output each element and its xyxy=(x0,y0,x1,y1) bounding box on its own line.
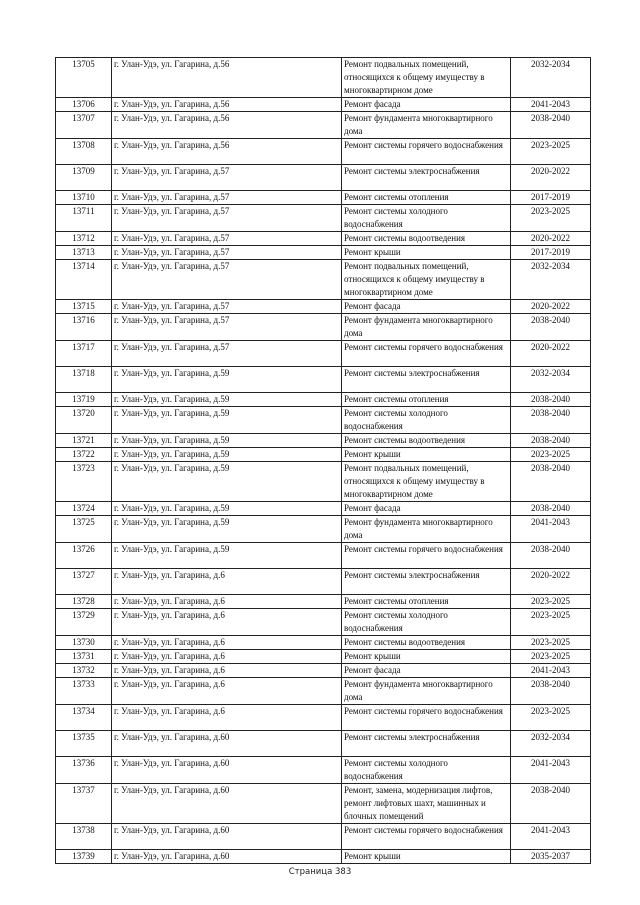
period-cell: 2023-2025 xyxy=(511,609,591,636)
work-type-cell: Ремонт крыши xyxy=(342,246,511,260)
table-row xyxy=(56,300,591,314)
work-type-cell: Ремонт фасада xyxy=(342,98,511,112)
work-type-cell: Ремонт системы холодного водоснабжения xyxy=(342,757,511,784)
period-cell: 2032-2034 xyxy=(511,58,591,98)
period-cell: 2038-2040 xyxy=(511,112,591,139)
period-cell: 2023-2025 xyxy=(511,650,591,664)
row-number-cell: 13717 xyxy=(56,341,112,367)
address-cell: г. Улан-Удэ, ул. Гагарина, д.6 xyxy=(112,678,342,705)
period-cell: 2023-2025 xyxy=(511,205,591,232)
address-cell: г. Улан-Удэ, ул. Гагарина, д.57 xyxy=(112,260,342,300)
row-number-cell: 13714 xyxy=(56,260,112,300)
address-cell: г. Улан-Удэ, ул. Гагарина, д.57 xyxy=(112,300,342,314)
page-number: Страница 383 xyxy=(288,867,352,877)
address-cell: г. Улан-Удэ, ул. Гагарина, д.59 xyxy=(112,393,342,407)
table-row xyxy=(56,367,591,393)
address-cell: г. Улан-Удэ, ул. Гагарина, д.56 xyxy=(112,58,342,98)
period-cell: 2032-2034 xyxy=(511,367,591,393)
table-row xyxy=(56,260,591,300)
table-row xyxy=(56,757,591,784)
table-row xyxy=(56,314,591,341)
row-number-cell: 13720 xyxy=(56,407,112,434)
row-number-cell: 13735 xyxy=(56,731,112,757)
table-row xyxy=(56,139,591,165)
address-cell: г. Улан-Удэ, ул. Гагарина, д.6 xyxy=(112,664,342,678)
row-number-cell: 13738 xyxy=(56,824,112,850)
work-type-cell: Ремонт фундамента многоквартирного дома xyxy=(342,314,511,341)
table-row xyxy=(56,502,591,516)
address-cell: г. Улан-Удэ, ул. Гагарина, д.56 xyxy=(112,112,342,139)
period-cell: 2023-2025 xyxy=(511,636,591,650)
row-number-cell: 13708 xyxy=(56,139,112,165)
row-number-cell: 13705 xyxy=(56,58,112,98)
address-cell: г. Улан-Удэ, ул. Гагарина, д.6 xyxy=(112,569,342,595)
work-type-cell: Ремонт подвальных помещений, относящихся к общему имуществу в многоквартирном доме xyxy=(342,462,511,502)
period-cell: 2017-2019 xyxy=(511,191,591,205)
address-cell: г. Улан-Удэ, ул. Гагарина, д.59 xyxy=(112,367,342,393)
address-cell: г. Улан-Удэ, ул. Гагарина, д.56 xyxy=(112,139,342,165)
table-row xyxy=(56,636,591,650)
table-row xyxy=(56,650,591,664)
table-row xyxy=(56,112,591,139)
table-row xyxy=(56,516,591,543)
address-cell: г. Улан-Удэ, ул. Гагарина, д.57 xyxy=(112,165,342,191)
row-number-cell: 13731 xyxy=(56,650,112,664)
table-row xyxy=(56,393,591,407)
period-cell: 2035-2037 xyxy=(511,850,591,864)
work-type-cell: Ремонт фундамента многоквартирного дома xyxy=(342,112,511,139)
work-type-cell: Ремонт системы водоотведения xyxy=(342,434,511,448)
address-cell: г. Улан-Удэ, ул. Гагарина, д.57 xyxy=(112,314,342,341)
address-cell: г. Улан-Удэ, ул. Гагарина, д.60 xyxy=(112,731,342,757)
table-row xyxy=(56,850,591,864)
address-cell: г. Улан-Удэ, ул. Гагарина, д.56 xyxy=(112,98,342,112)
row-number-cell: 13725 xyxy=(56,516,112,543)
period-cell: 2032-2034 xyxy=(511,260,591,300)
address-cell: г. Улан-Удэ, ул. Гагарина, д.6 xyxy=(112,705,342,731)
row-number-cell: 13709 xyxy=(56,165,112,191)
work-type-cell: Ремонт системы горячего водоснабжения xyxy=(342,139,511,165)
table-row xyxy=(56,434,591,448)
work-type-cell: Ремонт, замена, модернизация лифтов, ремонт лифтовых шахт, машинных и блочных помещений xyxy=(342,784,511,824)
row-number-cell: 13736 xyxy=(56,757,112,784)
work-type-cell: Ремонт системы горячего водоснабжения xyxy=(342,543,511,569)
table-row xyxy=(56,462,591,502)
table-row xyxy=(56,205,591,232)
table-row xyxy=(56,824,591,850)
work-type-cell: Ремонт фундамента многоквартирного дома xyxy=(342,678,511,705)
row-number-cell: 13728 xyxy=(56,595,112,609)
period-cell: 2020-2022 xyxy=(511,341,591,367)
address-cell: г. Улан-Удэ, ул. Гагарина, д.60 xyxy=(112,784,342,824)
address-cell: г. Улан-Удэ, ул. Гагарина, д.57 xyxy=(112,205,342,232)
table-row xyxy=(56,609,591,636)
table-row xyxy=(56,58,591,98)
address-cell: г. Улан-Удэ, ул. Гагарина, д.6 xyxy=(112,636,342,650)
work-type-cell: Ремонт системы холодного водоснабжения xyxy=(342,609,511,636)
period-cell: 2023-2025 xyxy=(511,595,591,609)
work-type-cell: Ремонт подвальных помещений, относящихся к общему имуществу в многоквартирном доме xyxy=(342,58,511,98)
row-number-cell: 13722 xyxy=(56,448,112,462)
address-cell: г. Улан-Удэ, ул. Гагарина, д.59 xyxy=(112,502,342,516)
address-cell: г. Улан-Удэ, ул. Гагарина, д.60 xyxy=(112,850,342,864)
address-cell: г. Улан-Удэ, ул. Гагарина, д.60 xyxy=(112,757,342,784)
row-number-cell: 13734 xyxy=(56,705,112,731)
work-type-cell: Ремонт системы отопления xyxy=(342,595,511,609)
work-type-cell: Ремонт системы электроснабжения xyxy=(342,165,511,191)
period-cell: 2020-2022 xyxy=(511,165,591,191)
row-number-cell: 13739 xyxy=(56,850,112,864)
row-number-cell: 13719 xyxy=(56,393,112,407)
address-cell: г. Улан-Удэ, ул. Гагарина, д.6 xyxy=(112,650,342,664)
row-number-cell: 13710 xyxy=(56,191,112,205)
period-cell: 2041-2043 xyxy=(511,516,591,543)
period-cell: 2020-2022 xyxy=(511,569,591,595)
table-row xyxy=(56,705,591,731)
period-cell: 2038-2040 xyxy=(511,678,591,705)
work-type-cell: Ремонт фасада xyxy=(342,502,511,516)
work-type-cell: Ремонт системы отопления xyxy=(342,191,511,205)
row-number-cell: 13733 xyxy=(56,678,112,705)
period-cell: 2020-2022 xyxy=(511,300,591,314)
row-number-cell: 13721 xyxy=(56,434,112,448)
row-number-cell: 13729 xyxy=(56,609,112,636)
address-cell: г. Улан-Удэ, ул. Гагарина, д.59 xyxy=(112,516,342,543)
row-number-cell: 13737 xyxy=(56,784,112,824)
table-row xyxy=(56,731,591,757)
address-cell: г. Улан-Удэ, ул. Гагарина, д.57 xyxy=(112,232,342,246)
period-cell: 2032-2034 xyxy=(511,731,591,757)
address-cell: г. Улан-Удэ, ул. Гагарина, д.57 xyxy=(112,341,342,367)
period-cell: 2038-2040 xyxy=(511,502,591,516)
work-type-cell: Ремонт крыши xyxy=(342,448,511,462)
address-cell: г. Улан-Удэ, ул. Гагарина, д.6 xyxy=(112,595,342,609)
row-number-cell: 13712 xyxy=(56,232,112,246)
address-cell: г. Улан-Удэ, ул. Гагарина, д.59 xyxy=(112,448,342,462)
period-cell: 2038-2040 xyxy=(511,434,591,448)
period-cell: 2023-2025 xyxy=(511,448,591,462)
period-cell: 2038-2040 xyxy=(511,543,591,569)
row-number-cell: 13718 xyxy=(56,367,112,393)
address-cell: г. Улан-Удэ, ул. Гагарина, д.57 xyxy=(112,246,342,260)
work-type-cell: Ремонт подвальных помещений, относящихся к общему имуществу в многоквартирном доме xyxy=(342,260,511,300)
row-number-cell: 13716 xyxy=(56,314,112,341)
table-row xyxy=(56,98,591,112)
address-cell: г. Улан-Удэ, ул. Гагарина, д.6 xyxy=(112,609,342,636)
row-number-cell: 13730 xyxy=(56,636,112,650)
address-cell: г. Улан-Удэ, ул. Гагарина, д.59 xyxy=(112,462,342,502)
row-number-cell: 13715 xyxy=(56,300,112,314)
row-number-cell: 13723 xyxy=(56,462,112,502)
work-type-cell: Ремонт системы холодного водоснабжения xyxy=(342,407,511,434)
period-cell: 2023-2025 xyxy=(511,139,591,165)
work-type-cell: Ремонт системы отопления xyxy=(342,393,511,407)
table-row xyxy=(56,664,591,678)
table-row xyxy=(56,232,591,246)
work-type-cell: Ремонт системы горячего водоснабжения xyxy=(342,341,511,367)
work-type-cell: Ремонт системы горячего водоснабжения xyxy=(342,705,511,731)
work-type-cell: Ремонт системы водоотведения xyxy=(342,636,511,650)
period-cell: 2041-2043 xyxy=(511,98,591,112)
period-cell: 2038-2040 xyxy=(511,407,591,434)
repair-schedule-table xyxy=(55,57,591,864)
table-row xyxy=(56,407,591,434)
work-type-cell: Ремонт системы электроснабжения xyxy=(342,367,511,393)
work-type-cell: Ремонт крыши xyxy=(342,650,511,664)
row-number-cell: 13711 xyxy=(56,205,112,232)
period-cell: 2038-2040 xyxy=(511,784,591,824)
table-row xyxy=(56,595,591,609)
address-cell: г. Улан-Удэ, ул. Гагарина, д.59 xyxy=(112,407,342,434)
row-number-cell: 13706 xyxy=(56,98,112,112)
table-row xyxy=(56,191,591,205)
row-number-cell: 13724 xyxy=(56,502,112,516)
work-type-cell: Ремонт системы водоотведения xyxy=(342,232,511,246)
work-type-cell: Ремонт фасада xyxy=(342,664,511,678)
work-type-cell: Ремонт системы электроснабжения xyxy=(342,731,511,757)
row-number-cell: 13726 xyxy=(56,543,112,569)
period-cell: 2041-2043 xyxy=(511,664,591,678)
repair-schedule-body xyxy=(56,58,591,864)
work-type-cell: Ремонт фасада xyxy=(342,300,511,314)
work-type-cell: Ремонт крыши xyxy=(342,850,511,864)
work-type-cell: Ремонт системы холодного водоснабжения xyxy=(342,205,511,232)
address-cell: г. Улан-Удэ, ул. Гагарина, д.59 xyxy=(112,434,342,448)
row-number-cell: 13732 xyxy=(56,664,112,678)
table-row xyxy=(56,246,591,260)
row-number-cell: 13707 xyxy=(56,112,112,139)
row-number-cell: 13727 xyxy=(56,569,112,595)
period-cell: 2038-2040 xyxy=(511,314,591,341)
row-number-cell: 13713 xyxy=(56,246,112,260)
period-cell: 2041-2043 xyxy=(511,757,591,784)
table-row xyxy=(56,784,591,824)
table-row xyxy=(56,678,591,705)
period-cell: 2038-2040 xyxy=(511,462,591,502)
table-row xyxy=(56,543,591,569)
address-cell: г. Улан-Удэ, ул. Гагарина, д.60 xyxy=(112,824,342,850)
table-row xyxy=(56,448,591,462)
period-cell: 2020-2022 xyxy=(511,232,591,246)
work-type-cell: Ремонт фундамента многоквартирного дома xyxy=(342,516,511,543)
period-cell: 2017-2019 xyxy=(511,246,591,260)
work-type-cell: Ремонт системы горячего водоснабжения xyxy=(342,824,511,850)
address-cell: г. Улан-Удэ, ул. Гагарина, д.59 xyxy=(112,543,342,569)
period-cell: 2041-2043 xyxy=(511,824,591,850)
work-type-cell: Ремонт системы электроснабжения xyxy=(342,569,511,595)
period-cell: 2038-2040 xyxy=(511,393,591,407)
table-row xyxy=(56,165,591,191)
address-cell: г. Улан-Удэ, ул. Гагарина, д.57 xyxy=(112,191,342,205)
table-row xyxy=(56,341,591,367)
period-cell: 2023-2025 xyxy=(511,705,591,731)
table-row xyxy=(56,569,591,595)
